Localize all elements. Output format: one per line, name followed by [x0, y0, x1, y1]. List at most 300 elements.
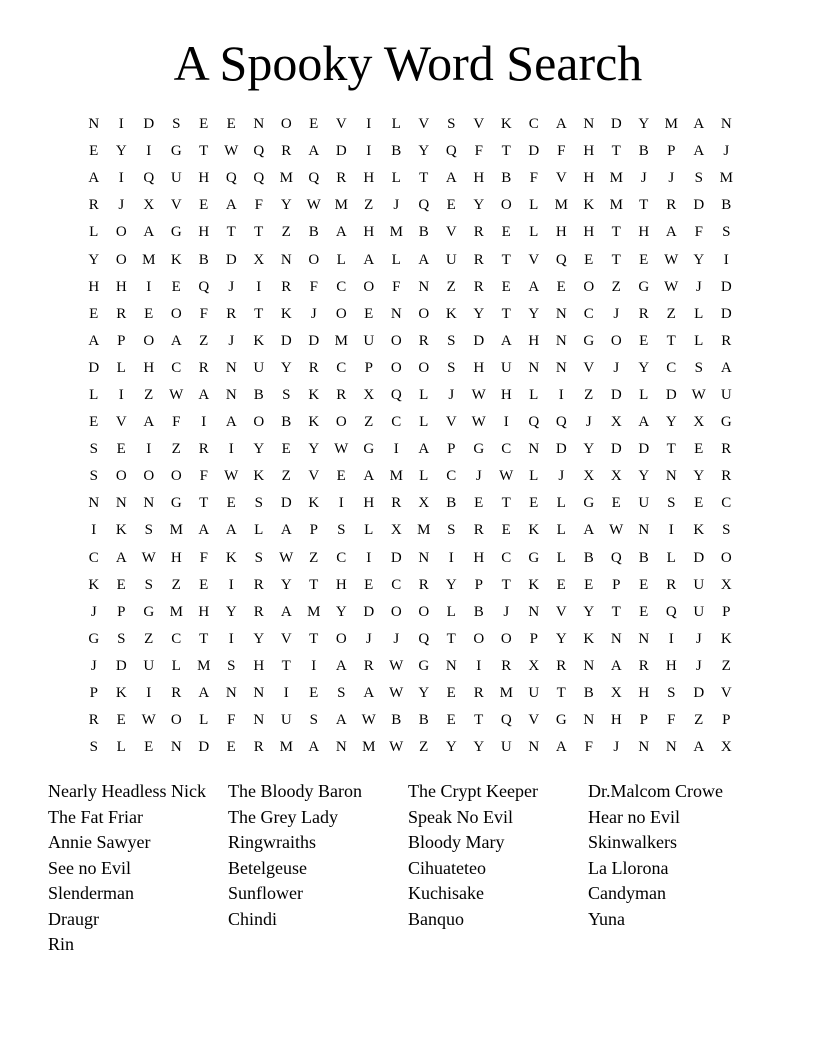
grid-letter: E: [89, 305, 99, 322]
grid-letter: A: [665, 224, 677, 241]
grid-letter: S: [447, 332, 456, 349]
grid-letter: T: [309, 576, 319, 593]
grid-letter: R: [666, 197, 677, 214]
grid-letter: Q: [143, 170, 155, 187]
grid-letter: R: [226, 305, 237, 322]
grid-letter: B: [473, 603, 484, 620]
grid-letter: O: [143, 468, 155, 485]
grid-letter: R: [281, 278, 292, 295]
grid-letter: B: [583, 549, 594, 566]
grid-letter: Z: [309, 549, 319, 566]
grid-letter: H: [198, 224, 210, 241]
word-list-item: Bloody Mary: [408, 832, 505, 852]
grid-letter: B: [638, 143, 649, 160]
grid-letter: V: [170, 197, 182, 214]
grid-letter: L: [199, 712, 209, 729]
grid-letter: V: [445, 414, 457, 431]
grid-letter: K: [88, 576, 100, 593]
word-list-item: Slenderman: [48, 883, 134, 903]
grid-letter: L: [639, 386, 649, 403]
grid-letter: E: [364, 576, 374, 593]
grid-letter: W: [306, 197, 321, 214]
grid-row: [80, 246, 740, 273]
grid-letter: H: [610, 712, 622, 729]
grid-letter: I: [228, 630, 234, 647]
grid-letter: X: [418, 495, 430, 512]
grid-letter: O: [500, 197, 512, 214]
grid-letter: Y: [253, 630, 265, 647]
grid-letter: S: [667, 685, 676, 702]
grid-letter: L: [529, 224, 539, 241]
grid-letter: N: [638, 522, 650, 539]
grid-letter: Y: [638, 359, 650, 376]
grid-letter: N: [253, 116, 265, 133]
grid-letter: D: [280, 332, 292, 349]
word-list-item: Chindi: [228, 908, 278, 929]
grid-row: [80, 355, 740, 382]
grid-letter: E: [364, 305, 374, 322]
grid-letter: R: [308, 359, 319, 376]
grid-letter: P: [529, 630, 538, 647]
grid-letter: Y: [418, 143, 430, 160]
grid-letter: F: [227, 712, 236, 729]
grid-letter: W: [389, 739, 404, 756]
grid-letter: T: [309, 630, 319, 647]
grid-letter: I: [366, 116, 372, 133]
grid-letter: E: [199, 197, 209, 214]
grid-letter: G: [418, 657, 430, 674]
grid-letter: X: [720, 576, 732, 593]
grid-letter: K: [253, 332, 265, 349]
grid-letter: N: [390, 305, 402, 322]
grid-letter: S: [254, 495, 263, 512]
grid-letter: L: [446, 603, 456, 620]
grid-letter: A: [583, 522, 595, 539]
grid-letter: R: [171, 685, 182, 702]
grid-letter: W: [471, 386, 486, 403]
grid-letter: B: [418, 224, 429, 241]
grid-letter: Z: [694, 712, 704, 729]
grid-letter: A: [638, 414, 650, 431]
grid-letter: T: [501, 143, 511, 160]
grid-letter: C: [171, 630, 182, 647]
grid-letter: R: [281, 143, 292, 160]
grid-letter: I: [366, 549, 372, 566]
grid-letter: V: [555, 170, 567, 187]
grid-letter: Q: [445, 143, 457, 160]
grid-letter: Z: [281, 224, 291, 241]
grid-letter: S: [282, 386, 291, 403]
grid-letter: Y: [473, 197, 485, 214]
grid-letter: S: [254, 549, 263, 566]
grid-letter: Q: [528, 414, 540, 431]
grid-letter: X: [610, 685, 622, 702]
grid-letter: Z: [721, 657, 731, 674]
grid-letter: W: [361, 712, 376, 729]
grid-letter: R: [638, 657, 649, 674]
grid-letter: O: [610, 332, 622, 349]
grid-letter: N: [528, 441, 540, 458]
grid-letter: A: [225, 197, 237, 214]
grid-letter: D: [528, 143, 540, 160]
grid-letter: N: [280, 251, 292, 268]
grid-letter: R: [198, 441, 209, 458]
grid-row: [80, 436, 740, 463]
grid-letter: L: [419, 414, 429, 431]
grid-letter: F: [309, 278, 318, 295]
word-list-item: The Crypt Keeper: [408, 781, 538, 801]
grid-letter: F: [199, 549, 208, 566]
grid-letter: D: [143, 116, 155, 133]
grid-letter: A: [418, 251, 430, 268]
grid-letter: T: [611, 251, 621, 268]
grid-letter: I: [448, 549, 454, 566]
grid-letter: I: [146, 278, 152, 295]
grid-letter: V: [528, 251, 540, 268]
grid-letter: N: [638, 630, 650, 647]
grid-letter: P: [667, 143, 676, 160]
grid-row: [80, 626, 740, 653]
grid-letter: M: [389, 224, 403, 241]
grid-letter: A: [170, 332, 182, 349]
grid-letter: G: [638, 278, 650, 295]
grid-letter: U: [500, 359, 512, 376]
grid-letter: P: [447, 441, 456, 458]
grid-letter: E: [226, 495, 236, 512]
grid-letter: N: [88, 116, 100, 133]
grid-letter: J: [90, 657, 97, 674]
grid-letter: N: [528, 603, 540, 620]
grid-letter: Q: [198, 278, 210, 295]
grid-letter: T: [611, 224, 621, 241]
grid-letter: N: [610, 630, 622, 647]
grid-letter: O: [500, 630, 512, 647]
grid-row: [80, 463, 740, 490]
grid-letter: I: [118, 170, 124, 187]
grid-letter: T: [639, 197, 649, 214]
grid-letter: E: [89, 143, 99, 160]
grid-letter: C: [528, 116, 539, 133]
grid-letter: Y: [693, 468, 705, 485]
grid-letter: P: [722, 712, 731, 729]
grid-letter: P: [117, 332, 126, 349]
grid-letter: Y: [445, 576, 457, 593]
grid-letter: R: [501, 657, 512, 674]
grid-letter: C: [583, 305, 594, 322]
grid-letter: N: [583, 116, 595, 133]
grid-row: [80, 517, 740, 544]
word-list-item: Speak No Evil: [408, 806, 513, 827]
grid-letter: A: [363, 468, 375, 485]
grid-letter: E: [556, 576, 566, 593]
grid-letter: O: [170, 468, 182, 485]
grid-letter: I: [668, 630, 674, 647]
grid-letter: D: [610, 441, 622, 458]
grid-letter: L: [171, 657, 181, 674]
grid-letter: T: [199, 495, 209, 512]
grid-letter: L: [364, 522, 374, 539]
grid-letter: L: [529, 386, 539, 403]
grid-letter: L: [556, 522, 566, 539]
grid-letter: N: [88, 495, 100, 512]
grid-letter: K: [583, 630, 595, 647]
word-list-item: La Llorona: [588, 857, 669, 878]
grid-letter: H: [253, 657, 265, 674]
grid-letter: Z: [144, 386, 154, 403]
grid-letter: Y: [555, 630, 567, 647]
grid-letter: U: [693, 603, 705, 620]
grid-letter: K: [528, 576, 540, 593]
grid-letter: C: [88, 549, 99, 566]
grid-letter: A: [335, 712, 347, 729]
word-list-item: See no Evil: [48, 857, 131, 878]
grid-letter: T: [226, 224, 236, 241]
grid-letter: J: [613, 305, 620, 322]
grid-letter: I: [366, 143, 372, 160]
grid-letter: E: [336, 468, 346, 485]
grid-letter: J: [585, 414, 592, 431]
grid-letter: F: [557, 143, 566, 160]
grid-letter: F: [199, 305, 208, 322]
grid-letter: F: [474, 143, 483, 160]
word-list-item: Nearly Headless Nick: [48, 781, 206, 801]
grid-letter: R: [473, 251, 484, 268]
grid-letter: X: [253, 251, 265, 268]
grid-letter: H: [335, 576, 347, 593]
grid-letter: T: [419, 170, 429, 187]
grid-letter: A: [225, 522, 237, 539]
grid-letter: J: [393, 630, 400, 647]
grid-letter: N: [418, 549, 430, 566]
grid-letter: H: [555, 224, 567, 241]
grid-letter: C: [721, 495, 732, 512]
grid-letter: Q: [253, 143, 265, 160]
grid-letter: D: [610, 116, 622, 133]
grid-letter: T: [501, 495, 511, 512]
grid-letter: S: [144, 576, 153, 593]
grid-letter: O: [418, 359, 430, 376]
grid-row: [80, 653, 740, 680]
grid-letter: N: [115, 495, 127, 512]
grid-letter: N: [528, 359, 540, 376]
grid-letter: I: [228, 441, 234, 458]
grid-letter: M: [279, 739, 293, 756]
grid-letter: F: [694, 224, 703, 241]
grid-letter: M: [279, 170, 293, 187]
grid-letter: E: [501, 522, 511, 539]
grid-letter: R: [336, 386, 347, 403]
grid-letter: I: [146, 143, 152, 160]
grid-letter: X: [720, 739, 732, 756]
grid-letter: J: [228, 332, 235, 349]
grid-letter: C: [501, 441, 512, 458]
grid-letter: S: [694, 170, 703, 187]
grid-letter: T: [474, 712, 484, 729]
grid-letter: S: [694, 359, 703, 376]
grid-row: [80, 409, 740, 436]
grid-letter: R: [418, 576, 429, 593]
grid-letter: V: [528, 712, 540, 729]
grid-letter: A: [308, 739, 320, 756]
grid-letter: K: [528, 522, 540, 539]
grid-letter: I: [256, 278, 262, 295]
grid-letter: E: [199, 116, 209, 133]
grid-letter: R: [253, 603, 264, 620]
grid-letter: E: [446, 197, 456, 214]
grid-letter: B: [721, 197, 732, 214]
grid-letter: V: [280, 630, 292, 647]
grid-letter: N: [583, 657, 595, 674]
grid-letter: Y: [528, 305, 540, 322]
grid-letter: Q: [253, 170, 265, 187]
grid-letter: M: [334, 197, 348, 214]
grid-letter: D: [693, 685, 705, 702]
grid-letter: N: [555, 305, 567, 322]
grid-letter: Q: [500, 712, 512, 729]
grid-letter: E: [309, 685, 319, 702]
grid-letter: T: [666, 332, 676, 349]
grid-letter: V: [308, 468, 320, 485]
grid-letter: K: [253, 468, 265, 485]
grid-letter: P: [309, 522, 318, 539]
grid-letter: F: [667, 712, 676, 729]
grid-letter: E: [144, 739, 154, 756]
grid-letter: X: [610, 468, 622, 485]
grid-row: [80, 707, 740, 734]
grid-letter: W: [691, 386, 706, 403]
grid-letter: H: [143, 359, 155, 376]
grid-letter: S: [447, 359, 456, 376]
grid-letter: N: [583, 712, 595, 729]
grid-letter: O: [170, 305, 182, 322]
grid-letter: N: [335, 739, 347, 756]
grid-letter: K: [308, 386, 320, 403]
word-list-item: Annie Sawyer: [48, 832, 151, 852]
grid-letter: U: [720, 386, 732, 403]
grid-letter: K: [500, 116, 512, 133]
grid-letter: J: [365, 630, 372, 647]
grid-letter: H: [198, 170, 210, 187]
grid-letter: L: [529, 197, 539, 214]
grid-letter: D: [693, 197, 705, 214]
word-list-item: Candyman: [588, 883, 666, 903]
grid-letter: E: [501, 224, 511, 241]
grid-letter: M: [169, 603, 183, 620]
grid-letter: D: [720, 305, 732, 322]
grid-letter: T: [501, 305, 511, 322]
grid-letter: R: [473, 522, 484, 539]
grid-row: [80, 382, 740, 409]
grid-letter: W: [664, 278, 679, 295]
grid-letter: K: [115, 522, 127, 539]
word-list-item: Dr.Malcom Crowe: [588, 781, 723, 801]
grid-letter: L: [336, 251, 346, 268]
grid-letter: C: [171, 359, 182, 376]
grid-letter: I: [503, 414, 509, 431]
grid-letter: Y: [88, 251, 100, 268]
grid-letter: K: [115, 685, 127, 702]
grid-letter: N: [418, 278, 430, 295]
grid-letter: M: [417, 522, 431, 539]
grid-letter: J: [393, 197, 400, 214]
grid-letter: L: [694, 305, 704, 322]
grid-letter: Y: [253, 441, 265, 458]
grid-letter: E: [226, 116, 236, 133]
grid-letter: W: [389, 685, 404, 702]
grid-letter: G: [555, 712, 567, 729]
grid-letter: J: [475, 468, 482, 485]
grid-letter: X: [610, 414, 622, 431]
grid-letter: B: [446, 495, 457, 512]
grid-letter: I: [668, 522, 674, 539]
grid-letter: O: [335, 630, 347, 647]
grid-letter: O: [253, 414, 265, 431]
grid-letter: Z: [584, 386, 594, 403]
grid-letter: N: [225, 359, 237, 376]
grid-letter: D: [390, 549, 402, 566]
grid-letter: A: [225, 414, 237, 431]
grid-row: [80, 734, 740, 761]
grid-letter: E: [474, 495, 484, 512]
grid-letter: Z: [666, 305, 676, 322]
page-title: A Spooky Word Search: [173, 35, 643, 91]
grid-letter: S: [447, 522, 456, 539]
grid-letter: L: [419, 386, 429, 403]
grid-letter: T: [666, 441, 676, 458]
grid-letter: H: [583, 170, 595, 187]
grid-letter: D: [720, 278, 732, 295]
grid-letter: N: [665, 468, 677, 485]
grid-letter: J: [503, 603, 510, 620]
grid-letter: J: [695, 657, 702, 674]
word-list-item: Banquo: [408, 908, 464, 929]
grid-letter: E: [116, 441, 126, 458]
grid-letter: P: [89, 685, 98, 702]
grid-letter: M: [609, 197, 623, 214]
grid-letter: A: [280, 522, 292, 539]
grid-letter: I: [146, 441, 152, 458]
grid-letter: R: [473, 685, 484, 702]
grid-letter: D: [693, 549, 705, 566]
grid-letter: I: [558, 386, 564, 403]
grid-letter: Y: [665, 414, 677, 431]
grid-letter: X: [693, 414, 705, 431]
grid-letter: H: [198, 603, 210, 620]
word-list-item: Ringwraiths: [228, 832, 316, 852]
grid-letter: N: [225, 386, 237, 403]
grid-letter: Z: [419, 739, 429, 756]
grid-letter: T: [556, 685, 566, 702]
grid-letter: H: [363, 224, 375, 241]
grid-letter: W: [334, 441, 349, 458]
grid-letter: H: [473, 359, 485, 376]
grid-letter: J: [448, 386, 455, 403]
word-list-item: Cihuateteo: [408, 857, 486, 878]
grid-letter: S: [89, 441, 98, 458]
grid-letter: L: [556, 495, 566, 512]
grid-letter: V: [445, 224, 457, 241]
grid-letter: S: [722, 522, 731, 539]
grid-letter: J: [695, 278, 702, 295]
grid-letter: E: [501, 278, 511, 295]
grid-letter: X: [390, 522, 402, 539]
grid-letter: U: [693, 576, 705, 593]
grid-letter: P: [639, 712, 648, 729]
grid-row: [80, 490, 740, 517]
grid-letter: Q: [555, 251, 567, 268]
grid-letter: W: [664, 251, 679, 268]
grid-letter: E: [639, 251, 649, 268]
